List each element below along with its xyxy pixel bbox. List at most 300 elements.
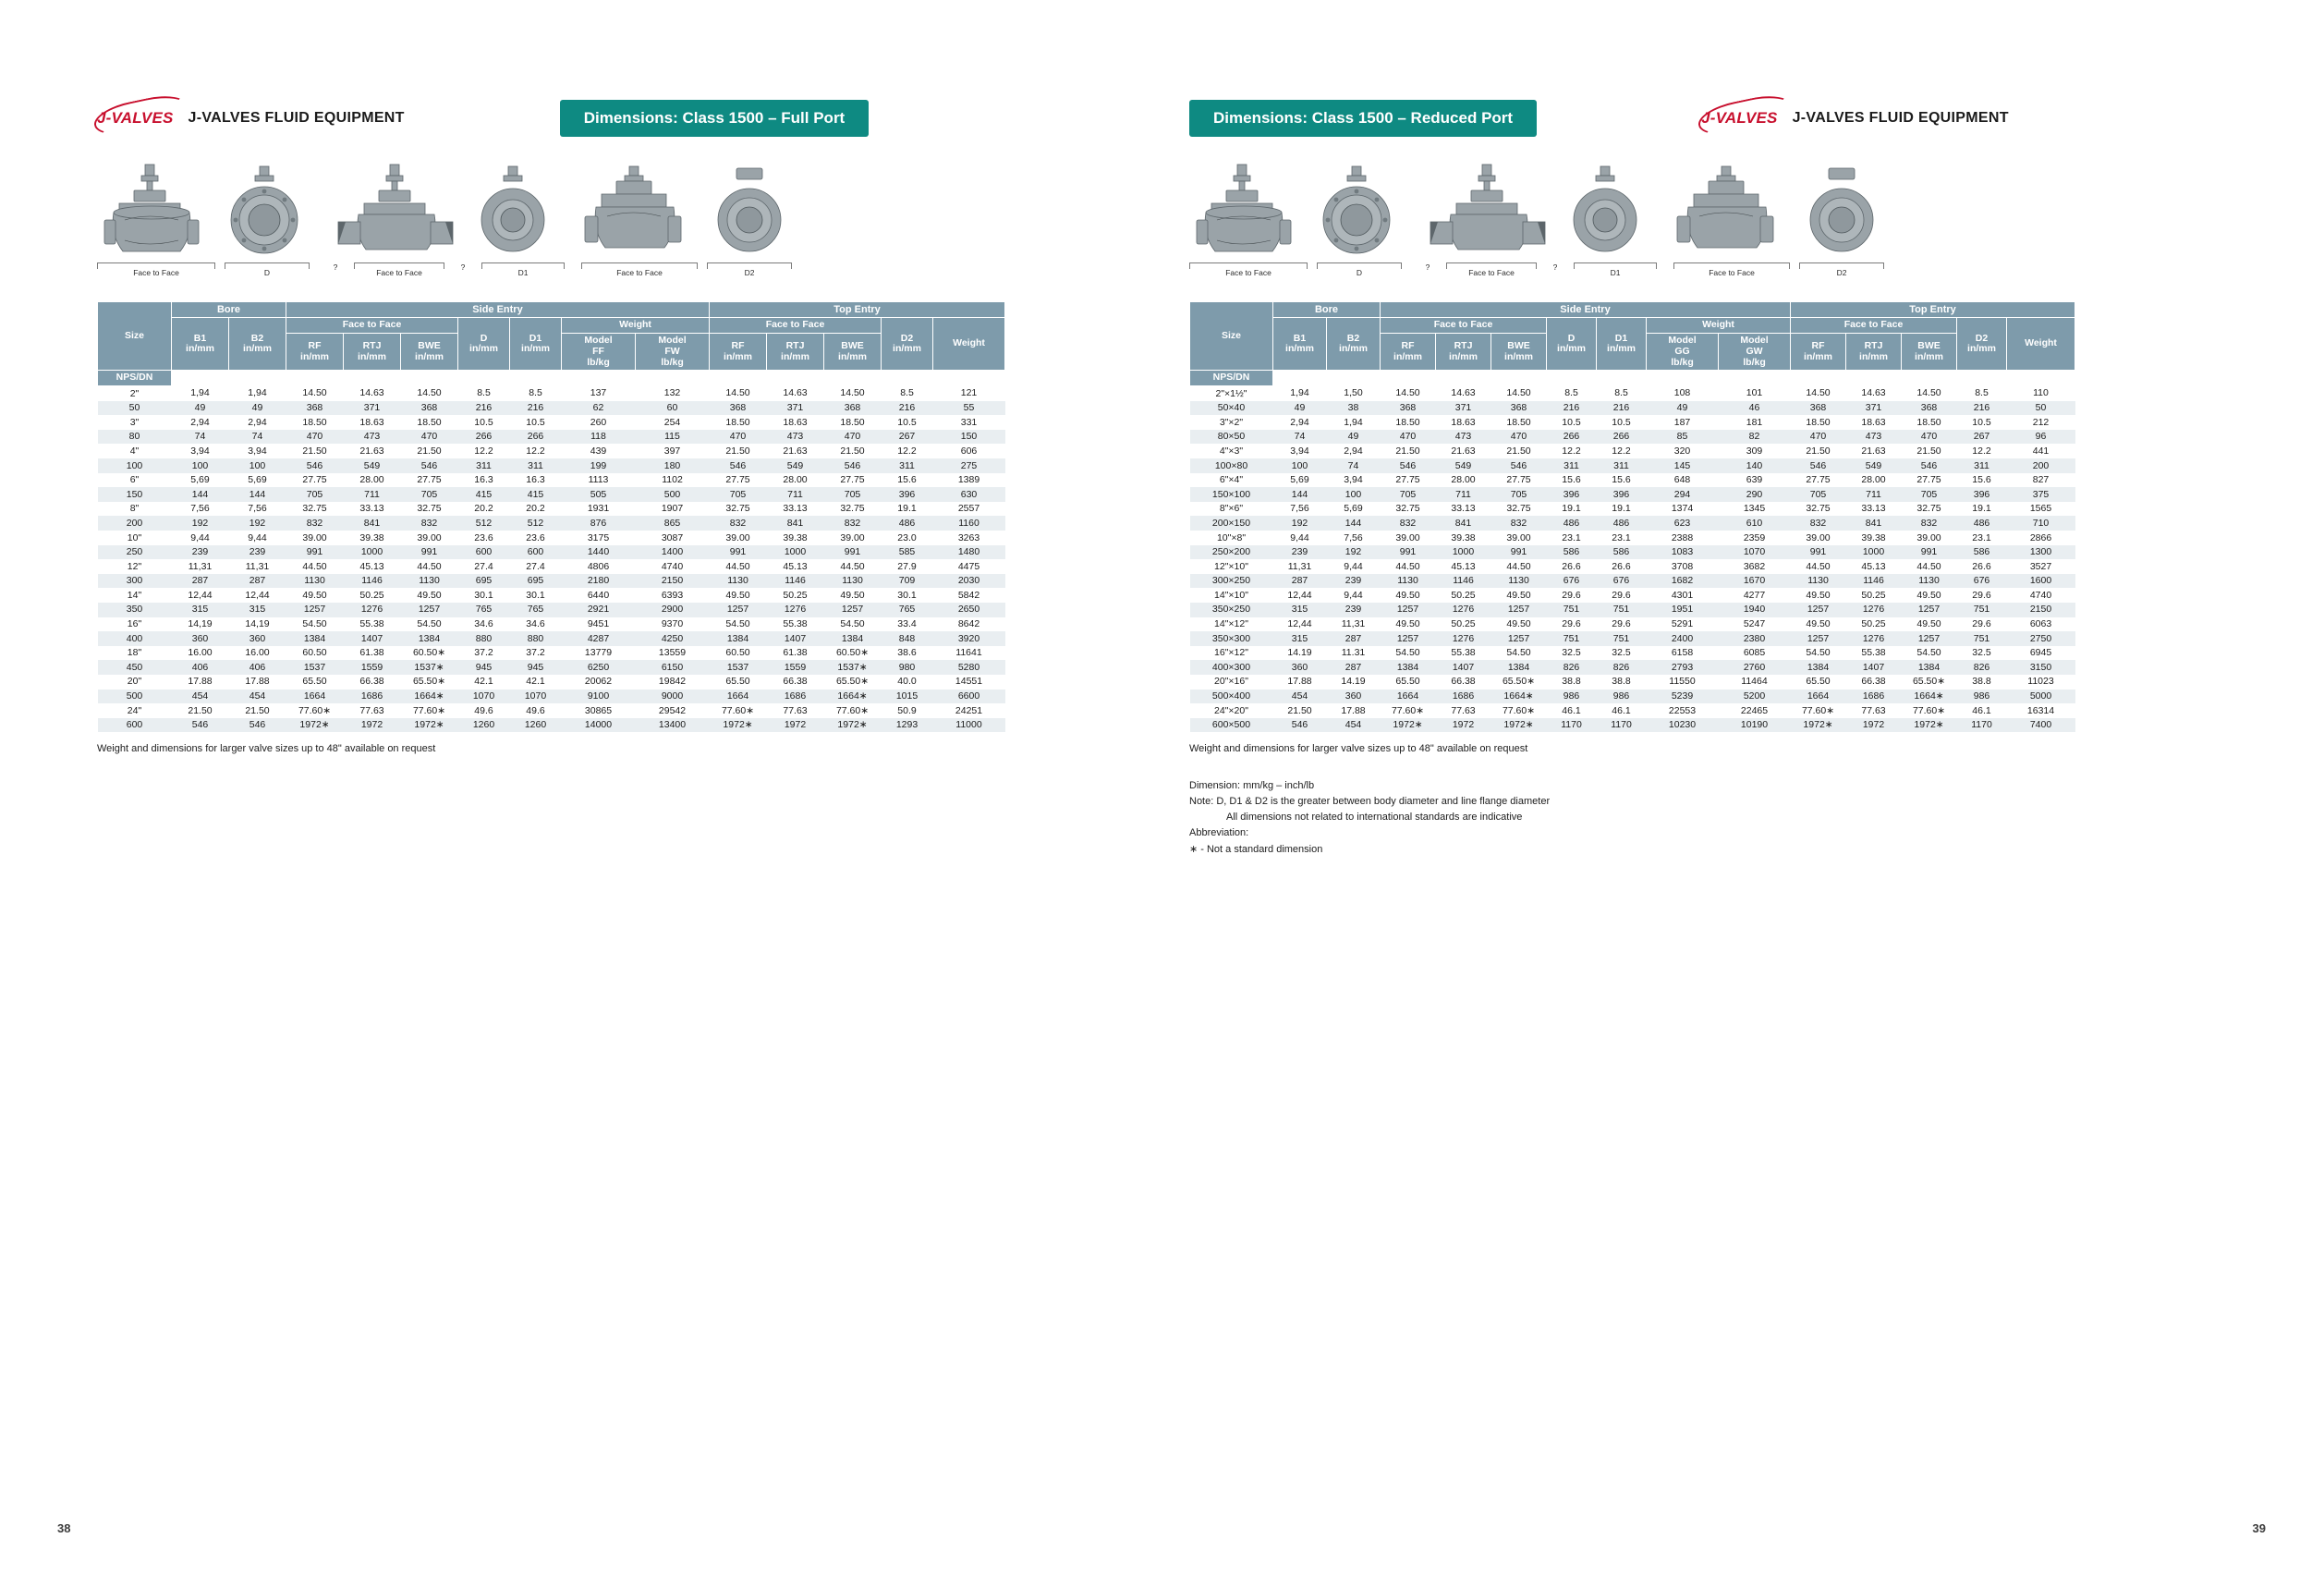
cell-value: 266 (1547, 430, 1597, 445)
valve-svg-2 (335, 163, 464, 262)
table-row (1190, 401, 2075, 416)
cell-value: 396 (882, 487, 933, 502)
cell-value: 65.50 (1791, 675, 1846, 690)
cell-value: 26.6 (1547, 559, 1597, 574)
cell-value: 28.00 (1846, 473, 1902, 488)
cell-value: 676 (1597, 574, 1647, 589)
cell-value: 1664 (710, 690, 767, 704)
cell-value: 45.13 (344, 559, 401, 574)
cell-value: 1276 (344, 603, 401, 617)
cell-value: 110 (2007, 386, 2075, 401)
cell-value: 6063 (2007, 617, 2075, 632)
cell-value: 44.50 (401, 559, 458, 574)
th-rtj-top: RTJ in/mm (767, 334, 824, 371)
table-row (1190, 617, 2075, 632)
cell-value: 29.6 (1597, 588, 1647, 603)
cell-value: 144 (229, 487, 286, 502)
cell-size: 24" (98, 703, 172, 718)
cell-value: 49.50 (710, 588, 767, 603)
cell-value: 38.8 (1597, 675, 1647, 690)
cell-value: 10.5 (1957, 415, 2007, 430)
th-rf-top: RF in/mm (1791, 334, 1846, 371)
cell-value: 1000 (767, 545, 824, 560)
caption-label: Face to Face (376, 268, 422, 277)
cell-value: 8.5 (1547, 386, 1597, 401)
figures-right (1162, 163, 2323, 277)
cell-value: 1130 (1381, 574, 1436, 589)
cell-size: 100×80 (1190, 458, 1273, 473)
cell-value: 30.1 (458, 588, 510, 603)
cell-value: 4301 (1647, 588, 1719, 603)
cell-value: 9370 (636, 617, 710, 632)
th-weight-top: Weight (933, 318, 1005, 371)
cell-value: 6945 (2007, 646, 2075, 661)
cell-value: 876 (562, 516, 636, 531)
cell-value: 1407 (344, 631, 401, 646)
cell-size: 350×300 (1190, 631, 1273, 646)
cell-value: 880 (458, 631, 510, 646)
cell-value: 100 (229, 458, 286, 473)
cell-value: 65.50 (710, 675, 767, 690)
cell-value: 287 (1273, 574, 1327, 589)
cell-value: 13400 (636, 718, 710, 733)
cell-value: 12.2 (458, 444, 510, 458)
cell-value: 54.50 (286, 617, 344, 632)
cell-value: 1972 (1846, 718, 1902, 733)
cell-value: 115 (636, 430, 710, 445)
cell-value: 546 (229, 718, 286, 733)
cell-value: 980 (882, 660, 933, 675)
cell-value: 1407 (767, 631, 824, 646)
cell-value: 1015 (882, 690, 933, 704)
cell-value: 77.60∗ (1902, 703, 1957, 718)
table-row (98, 531, 1005, 545)
th-face-to-face-side: Face to Face (286, 318, 458, 334)
cell-value: 4740 (2007, 588, 2075, 603)
cell-value: 27.75 (1791, 473, 1846, 488)
cell-value: 16.3 (458, 473, 510, 488)
caption-cell (97, 262, 215, 277)
cell-value: 1384 (710, 631, 767, 646)
cell-value: 118 (562, 430, 636, 445)
cell-value: 3708 (1647, 559, 1719, 574)
cell-value: 21.50 (1273, 703, 1327, 718)
cell-value: 623 (1647, 516, 1719, 531)
caption-label: Face to Face (616, 268, 663, 277)
cell-value: 549 (1436, 458, 1491, 473)
cell-value: 1670 (1719, 574, 1791, 589)
cell-value: 11,31 (229, 559, 286, 574)
cell-value: 24251 (933, 703, 1005, 718)
cell-value: 10.5 (1547, 415, 1597, 430)
cell-value: 38.8 (1957, 675, 2007, 690)
cell-value: 21.50 (1902, 444, 1957, 458)
cell-value: 512 (510, 516, 562, 531)
table-row (98, 444, 1005, 458)
cell-value: 16.00 (172, 646, 229, 661)
cell-value: 27.75 (401, 473, 458, 488)
caption-label: D2 (744, 268, 755, 277)
cell-size: 6" (98, 473, 172, 488)
cell-value: 470 (286, 430, 344, 445)
cell-value: 21.50 (824, 444, 882, 458)
cell-value: 19842 (636, 675, 710, 690)
cell-value: 610 (1719, 516, 1791, 531)
section-badge-left: Dimensions: Class 1500 – Full Port (560, 100, 869, 137)
th-rf-top: RF in/mm (710, 334, 767, 371)
cell-value: 2760 (1719, 660, 1791, 675)
th-side-entry: Side Entry (286, 302, 710, 318)
cell-value: 33.4 (882, 617, 933, 632)
cell-value: 5200 (1719, 690, 1791, 704)
cell-value: 1400 (636, 545, 710, 560)
cell-size: 350×250 (1190, 603, 1273, 617)
cell-value: 15.6 (882, 473, 933, 488)
cell-value: 360 (1327, 690, 1381, 704)
cell-value: 1257 (1491, 631, 1547, 646)
footnote-asterisk: ∗ - Not a standard dimension (1189, 843, 1323, 855)
cell-value: 1664 (1381, 690, 1436, 704)
caption-label: ? (1425, 262, 1430, 272)
figure-top-entry (1673, 163, 1884, 277)
caption-rule (354, 262, 444, 268)
cell-value: 27.75 (824, 473, 882, 488)
cell-value: 2359 (1719, 531, 1791, 545)
cell-value: 18.63 (1846, 415, 1902, 430)
cell-value: 44.50 (1381, 559, 1436, 574)
cell-value: 1276 (1846, 603, 1902, 617)
cell-value: 1257 (1381, 603, 1436, 617)
cell-value: 1559 (767, 660, 824, 675)
cell-value: 49 (1273, 401, 1327, 416)
cell-size: 16" (98, 617, 172, 632)
cell-value: 751 (1597, 603, 1647, 617)
cell-value: 30865 (562, 703, 636, 718)
cell-value: 21.50 (710, 444, 767, 458)
cell-value: 26.6 (1597, 559, 1647, 574)
cell-value: 49.50 (1791, 588, 1846, 603)
caption-cell (454, 262, 472, 277)
cell-value: 2921 (562, 603, 636, 617)
cell-value: 315 (172, 603, 229, 617)
th-bore: Bore (172, 302, 286, 318)
cell-value: 12.2 (510, 444, 562, 458)
cell-value: 23.1 (1597, 531, 1647, 545)
cell-value: 11464 (1719, 675, 1791, 690)
cell-value: 371 (767, 401, 824, 416)
cell-value: 8.5 (510, 386, 562, 401)
cell-value: 11641 (933, 646, 1005, 661)
cell-value: 711 (1846, 487, 1902, 502)
cell-value: 18.50 (286, 415, 344, 430)
table-row (98, 617, 1005, 632)
caption-label: ? (460, 262, 466, 272)
cell-value: 705 (1902, 487, 1957, 502)
cell-value: 216 (1957, 401, 2007, 416)
cell-value: 1170 (1957, 718, 2007, 733)
cell-value: 1146 (1436, 574, 1491, 589)
cell-value: 14551 (933, 675, 1005, 690)
cell-value: 3,94 (1327, 473, 1381, 488)
header-right (1162, 100, 2323, 137)
cell-value: 11,31 (172, 559, 229, 574)
th-weight-top: Weight (2007, 318, 2075, 371)
cell-value: 21.50 (1791, 444, 1846, 458)
cell-value: 9,44 (172, 531, 229, 545)
cell-size: 8" (98, 502, 172, 517)
cell-value: 14.19 (1273, 646, 1327, 661)
cell-value: 16.00 (229, 646, 286, 661)
cell-value: 309 (1719, 444, 1791, 458)
cell-value: 751 (1597, 631, 1647, 646)
th-nps-dn: NPS/DN (98, 371, 172, 386)
cell-value: 192 (1273, 516, 1327, 531)
cell-size: 300 (98, 574, 172, 589)
caption-label: D2 (1836, 268, 1847, 277)
cell-value: 2030 (933, 574, 1005, 589)
cell-value: 1664∗ (1902, 690, 1957, 704)
cell-value: 12.2 (882, 444, 933, 458)
dimensions-table-reduced-port (1189, 301, 2075, 732)
th-nps-dn: NPS/DN (1190, 371, 1273, 386)
cell-size: 2" (98, 386, 172, 401)
valve-end-view-1 (1317, 163, 1402, 262)
valve-svg-1 (1189, 163, 1308, 262)
cell-value: 27.4 (458, 559, 510, 574)
cell-value: 66.38 (344, 675, 401, 690)
cell-value: 77.60∗ (1381, 703, 1436, 718)
caption-rule (1799, 262, 1884, 268)
cell-value: 711 (344, 487, 401, 502)
cell-value: 1972∗ (401, 718, 458, 733)
caption-rule (1446, 262, 1537, 268)
cell-value: 10230 (1647, 718, 1719, 733)
cell-value: 832 (1381, 516, 1436, 531)
cell-value: 45.13 (767, 559, 824, 574)
cell-value: 1686 (344, 690, 401, 704)
cell-value: 27.75 (710, 473, 767, 488)
cell-value: 260 (562, 415, 636, 430)
cell-value: 705 (286, 487, 344, 502)
cell-value: 711 (1436, 487, 1491, 502)
cell-value: 16314 (2007, 703, 2075, 718)
cell-value: 470 (824, 430, 882, 445)
cell-value: 3150 (2007, 660, 2075, 675)
valve-drawing-3 (1673, 163, 1790, 262)
cell-value: 180 (636, 458, 710, 473)
cell-value: 21.63 (1846, 444, 1902, 458)
cell-value: 287 (229, 574, 286, 589)
cell-value: 473 (1436, 430, 1491, 445)
cell-value: 2750 (2007, 631, 2075, 646)
cell-value: 77.63 (1436, 703, 1491, 718)
cell-value: 6393 (636, 588, 710, 603)
cell-value: 27.75 (1491, 473, 1547, 488)
cell-value: 991 (1381, 545, 1436, 560)
cell-value: 5,69 (1327, 502, 1381, 517)
cell-value: 1384 (1791, 660, 1846, 675)
cell-value: 1940 (1719, 603, 1791, 617)
cell-value: 1130 (824, 574, 882, 589)
cell-value: 21.50 (229, 703, 286, 718)
cell-value: 6440 (562, 588, 636, 603)
cell-value: 454 (1327, 718, 1381, 733)
cell-value: 50.9 (882, 703, 933, 718)
cell-value: 44.50 (1902, 559, 1957, 574)
cell-value: 26.6 (1957, 559, 2007, 574)
valve-endview-svg-1 (225, 163, 310, 262)
cell-value: 216 (1597, 401, 1647, 416)
cell-value: 1102 (636, 473, 710, 488)
cell-value: 441 (2007, 444, 2075, 458)
cell-value: 10.5 (882, 415, 933, 430)
cell-value: 12,44 (1273, 617, 1327, 632)
cell-value: 1257 (1381, 631, 1436, 646)
cell-value: 1257 (1902, 603, 1957, 617)
cell-value: 315 (1273, 631, 1327, 646)
cell-value: 1170 (1597, 718, 1647, 733)
cell-value: 4277 (1719, 588, 1791, 603)
cell-value: 33.13 (1436, 502, 1491, 517)
cell-value: 54.50 (1491, 646, 1547, 661)
cell-value: 848 (882, 631, 933, 646)
cell-value: 39.00 (824, 531, 882, 545)
valve-drawing-1 (1189, 163, 1308, 262)
cell-value: 34.6 (510, 617, 562, 632)
cell-value: 21.50 (172, 703, 229, 718)
th-b2: B2 in/mm (1327, 318, 1381, 371)
table-row (98, 502, 1005, 517)
table-row (98, 675, 1005, 690)
cell-value: 1537∗ (824, 660, 882, 675)
cell-value: 49.50 (1381, 617, 1436, 632)
cell-value: 500 (636, 487, 710, 502)
cell-value: 2150 (636, 574, 710, 589)
caption-label: Face to Face (133, 268, 179, 277)
figure-side-entry-bw (326, 163, 565, 277)
cell-value: 39.00 (1902, 531, 1957, 545)
cell-value: 711 (767, 487, 824, 502)
cell-value: 19.1 (882, 502, 933, 517)
cell-value: 21.63 (767, 444, 824, 458)
th-model-ff: Model FF lb/kg (562, 334, 636, 371)
cell-value: 33.13 (767, 502, 824, 517)
caption-rule (1574, 262, 1657, 268)
cell-value: 1972∗ (1902, 718, 1957, 733)
cell-value: 239 (1327, 574, 1381, 589)
cell-value: 49.50 (1902, 588, 1957, 603)
valve-end-view-2 (473, 163, 556, 262)
cell-value: 368 (401, 401, 458, 416)
section-badge-right: Dimensions: Class 1500 – Reduced Port (1189, 100, 1537, 137)
cell-value: 470 (1791, 430, 1846, 445)
table-note-right: Weight and dimensions for larger valve sizes up to 48" available on request (1189, 743, 1528, 755)
cell-value: 705 (1491, 487, 1547, 502)
cell-value: 42.1 (458, 675, 510, 690)
cell-value: 991 (286, 545, 344, 560)
cell-value: 30.1 (510, 588, 562, 603)
cell-value: 38.6 (882, 646, 933, 661)
cell-value: 45.13 (1436, 559, 1491, 574)
cell-size: 80 (98, 430, 172, 445)
cell-value: 705 (401, 487, 458, 502)
table-row (1190, 502, 2075, 517)
jvalves-logo (97, 107, 176, 129)
cell-value: 39.00 (710, 531, 767, 545)
cell-value: 2180 (562, 574, 636, 589)
cell-size: 600 (98, 718, 172, 733)
cell-value: 44.50 (1791, 559, 1846, 574)
th-bwe-side: BWE in/mm (1491, 334, 1547, 371)
cell-value: 1260 (510, 718, 562, 733)
cell-value: 8642 (933, 617, 1005, 632)
cell-value: 13779 (562, 646, 636, 661)
cell-value: 991 (824, 545, 882, 560)
table-row (1190, 487, 2075, 502)
cell-value: 49 (229, 401, 286, 416)
caption-cell (1546, 262, 1564, 277)
cell-value: 77.60∗ (1491, 703, 1547, 718)
cell-value: 14,19 (229, 617, 286, 632)
cell-value: 368 (824, 401, 882, 416)
cell-value: 18.63 (344, 415, 401, 430)
cell-value: 311 (882, 458, 933, 473)
caption-rule (1317, 262, 1402, 268)
cell-value: 49 (172, 401, 229, 416)
cell-value: 150 (933, 430, 1005, 445)
cell-value: 14.63 (767, 386, 824, 401)
cell-size: 450 (98, 660, 172, 675)
cell-value: 486 (1597, 516, 1647, 531)
cell-value: 216 (510, 401, 562, 416)
cell-value: 1260 (458, 718, 510, 733)
cell-value: 1480 (933, 545, 1005, 560)
th-rtj-side: RTJ in/mm (1436, 334, 1491, 371)
cell-value: 396 (1957, 487, 2007, 502)
cell-value: 1070 (458, 690, 510, 704)
cell-value: 1130 (710, 574, 767, 589)
cell-value: 1130 (1902, 574, 1957, 589)
cell-value: 606 (933, 444, 1005, 458)
cell-value: 32.75 (824, 502, 882, 517)
caption-rule (481, 262, 565, 268)
cell-value: 290 (1719, 487, 1791, 502)
cell-value: 287 (172, 574, 229, 589)
cell-value: 50.25 (1846, 588, 1902, 603)
cell-value: 841 (344, 516, 401, 531)
cell-value: 55.38 (767, 617, 824, 632)
caption-rule (225, 262, 310, 268)
th-b2: B2 in/mm (229, 318, 286, 371)
cell-value: 1070 (1719, 545, 1791, 560)
cell-value: 32.75 (401, 502, 458, 517)
cell-value: 1384 (1902, 660, 1957, 675)
cell-value: 17.88 (229, 675, 286, 690)
cell-value: 1000 (1436, 545, 1491, 560)
cell-value: 45.13 (1846, 559, 1902, 574)
page-number-left: 38 (57, 1521, 71, 1535)
cell-value: 49.50 (401, 588, 458, 603)
cell-value: 1130 (401, 574, 458, 589)
cell-value: 1160 (933, 516, 1005, 531)
cell-value: 986 (1957, 690, 2007, 704)
cell-value: 61.38 (344, 646, 401, 661)
cell-value: 10.5 (1597, 415, 1647, 430)
cell-value: 16.3 (510, 473, 562, 488)
cell-value: 14.50 (401, 386, 458, 401)
brand-block-right (1701, 107, 2009, 129)
cell-size: 12" (98, 559, 172, 574)
